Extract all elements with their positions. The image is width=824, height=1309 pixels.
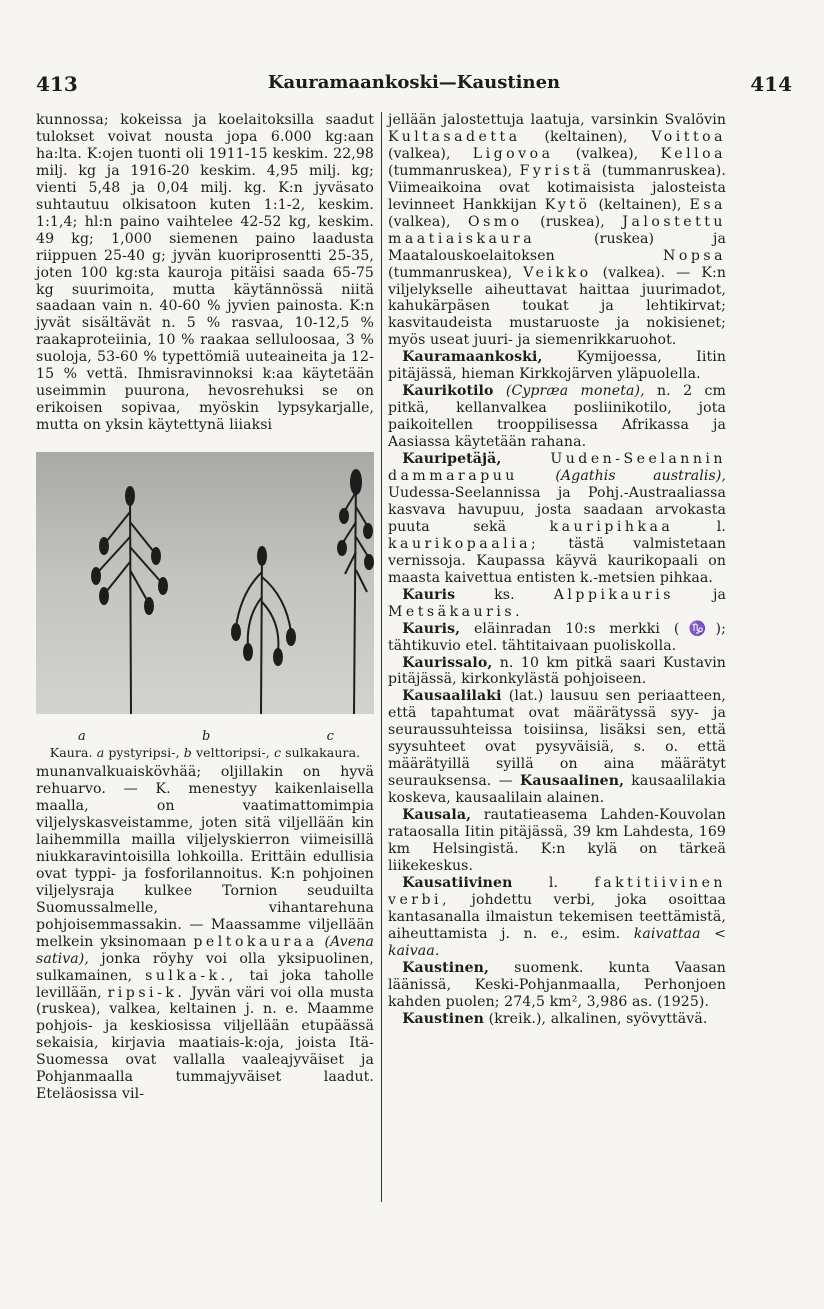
right-column xyxy=(388,112,726,1027)
left-column xyxy=(36,112,374,1103)
running-title: Kauramaankoski—Kaustinen xyxy=(267,72,561,93)
page-number-right: 414 xyxy=(750,72,792,96)
figure-label-c: c xyxy=(326,729,334,745)
entry-kaurikotilo: Kaurikotilo (Cypræa moneta), n. 2 cm pitkä, kellanvalkea posliinikotilo, jota paikoitellen trooppilisessa Afrikassa ja Aasiassa käytetään rahana. xyxy=(388,383,726,451)
oat-figure xyxy=(36,452,374,760)
figure-caption: Kaura. a pystyripsi-, b velttoripsi-, c sulkakaura. xyxy=(49,745,361,761)
entry-kauramaankoski: Kauramaankoski, Kymijoessa, Iitin pitäjässä, hieman Kirkkojärven yläpuolella. xyxy=(388,349,726,383)
entry-kausaalilaki: Kausaalilaki (lat.) lausuu sen periaatteen, että tapahtumat ovat määrätyssä syy- ja seuraussuhteissa toisiinsa, lisäksi sen, että syysuhteet ovat pysyväisiä, s. o. että määrätyillä syillä on aina määrätyt seurauksensa. — Kausaalinen, kausaalilakia koskeva, kausaalilain alainen. xyxy=(388,688,726,807)
entry-kausatiivinen: Kausatiivinen l. faktitiivinen verbi, johdettu verbi, joka osoittaa kantasanalla ilmaistun tekemisen teettämistä, aiheuttamista j. n. e., esim. kaivattaa < kaivaa. xyxy=(388,874,726,959)
figure-labels xyxy=(36,714,374,744)
column-divider xyxy=(381,112,382,1202)
oat-plants-illustration xyxy=(36,452,374,714)
entry-kauris-1: Kauris ks. Alppikauris ja Metsäkauris. xyxy=(388,586,726,620)
entry-kaurissalo: Kaurissalo, n. 10 km pitkä saari Kustavin pitäjässä, kirkonkylästä pohjoiseen. xyxy=(388,654,726,688)
figure-label-a: a xyxy=(78,729,86,745)
entry-kauris-2: Kauris, eläinradan 10:s merkki (♑); tähtikuvio etel. tähtitaivaan puoliskolla. xyxy=(388,620,726,654)
entry-kauripetaja: Kauripetäjä, Uuden-Seelannin dammarapuu (Agathis australis), Uudessa-Seelannissa ja Pohj.-Austraaliassa kasvava havupuu, josta saadaan arvokasta puuta sekä kauripihkaa l. kaurikopaalia; tästä valmistetaan vernissoja. Kaupassa käyvä kaurikopaali on maasta kaivettua entisten k.-metsien pihkaa. xyxy=(388,451,726,586)
page-number-left: 413 xyxy=(36,72,78,96)
entry-kaustinen-2: Kaustinen (kreik.), alkalinen, syövyttävä. xyxy=(402,1010,708,1027)
figure-label-b: b xyxy=(202,729,211,745)
left-paragraph-2: munanvalkuaiskövhää; oljillakin on hyvä rehuarvo. — K. menestyy kaikenlaisella maalla, on vaatimattomimpia viljelyskasveistamme, joten sitä viljellään kin laihemmilla mailla viljelyskierron viimeisillä niukkaravintoisilla lohkoilla. Erittäin edullisia ovat typpi- ja fosforilannoitus. K:n pohjoinen viljelysraja kulkee Tornion seuduilta Suomussalmelle, vihantarehuna pohjoisemmassakin. — Maassamme viljellään melkein yksinomaan peltokauraa (Avena sativa), jonka röyhy voi olla yksipuolinen, sulkamainen, sulka-k., tai joka taholle levillään, ripsi-k. Jyvän väri voi olla musta (ruskea), valkea, keltainen j. n. e. Maamme pohjois- ja keskiosissa viljellään etupäässä sekaisia, kirjavia maatiais-k:oja, joista Itä-Suomessa ovat vallalla vaaleajyväiset ja Pohjanmaalla tummajyväiset laadut. Eteläosissa vil- xyxy=(36,764,374,1103)
entry-kaustinen-1: Kaustinen, suomenk. kunta Vaasan läänissä, Keski-Pohjanmaalla, Perhonjoen kahden puolen; 274,5 km², 3,986 as. (1925). xyxy=(388,959,726,1010)
entry-kausala: Kausala, rautatieasema Lahden-Kouvolan rataosalla Iitin pitäjässä, 39 km Lahdesta, 169 km Helsingistä. K:n kylä on tärkeä liikekeskus. xyxy=(388,807,726,874)
left-paragraph-1: kunnossa; kokeissa ja koelaitoksilla saadut tulokset voivat nousta jopa 6.000 kg:aan ha:lta. K:ojen tuonti oli 1911-15 keskim. 22,98 milj. kg ja 1916-20 keskim. 4,95 milj. kg; vienti 5,48 ja 0,04 milj. kg. K:n jyväsato suhtautuu olkisatoon kuten 1:1-2, keskim. 1:1,4; hl:n paino vaihtelee 42-52 kg, keskim. 49 kg; 1,000 siemenen paino laadusta riippuen 25-40 g; jyvän kuoriprosentti 25-35, joten 100 kg:sta kauroja pitäisi saada 65-75 kg suurimoita, mutta käytännössä niitä saadaan vain n. 40-60 % jyvien painosta. K:n jyvät sisältävät n. 5 % rasvaa, 10-12,5 % raakaproteiinia, 10 % raakaa selluloosaa, 3 % suoloja, 53-60 % typettömiä uuteaineita ja 12-15 % vettä. Ihmisravinnoksi k:aa käytetään useimmin puurona, hevosrehuksi se on erikoisen sopivaa, myöskin lypsykarjalle, mutta on yksin käytettynä liiaksi xyxy=(36,112,374,434)
page-header xyxy=(36,72,792,96)
right-paragraph-continuation: jellään jalostettuja laatuja, varsinkin Svalövin Kultasadetta (keltainen), Voittoa (valkea), Ligovoa (valkea), Kelloa (tummanruskea), Fyristä (tummanruskea). Viimeaikoina ovat kotimaisista jalosteista levinneet Hankkijan Kytö (keltainen), Esa (valkea), Osmo (ruskea), Jalostettu maatiaiskaura (ruskea) ja Maatalouskoelaitoksen Nopsa (tummanruskea), Veikko (valkea). — K:n viljelykselle aiheuttavat haittaa juurimadot, kahukärpäsen toukat ja lehtikirvat; kasvitaudeista mustaruoste ja nokisienet; myös useat juuri- ja siemenrikkaruohot. xyxy=(388,112,726,349)
